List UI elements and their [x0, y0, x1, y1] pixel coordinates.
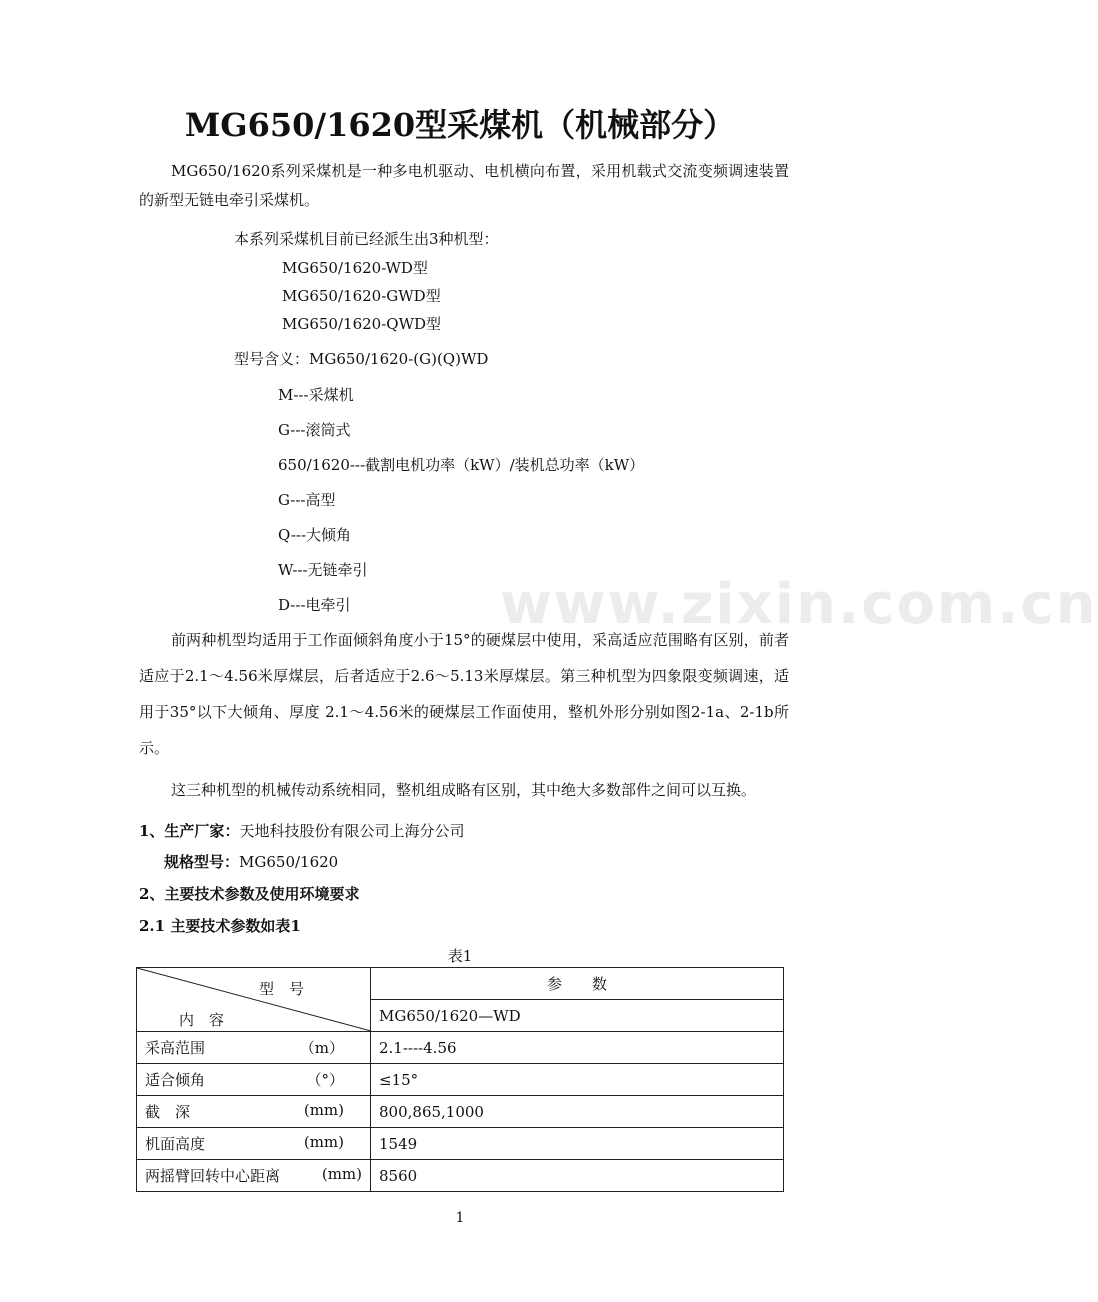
spec-model-line: [164, 852, 338, 872]
meaning-item: G---高型: [278, 491, 336, 509]
row-label: 适合倾角: [145, 1071, 206, 1089]
page-number: 1: [455, 1210, 465, 1226]
table-header-row: [137, 968, 784, 1000]
meaning-item: M---采煤机: [278, 386, 354, 404]
row-label: 截 深: [145, 1103, 191, 1121]
model-item: MG650/1620-QWD型: [282, 315, 442, 333]
intro-paragraph: MG650/1620系列采煤机是一种多电机驱动、电机横向布置，采用机载式交流变频调速装置的新型无链电牵引采煤机。: [139, 162, 789, 209]
watermark: www.zixin.com.cn: [500, 572, 1098, 637]
row-label-cell: [137, 1128, 371, 1160]
row-unit: (mm): [321, 1165, 362, 1183]
table-row: [137, 1064, 784, 1096]
table-row: [137, 1096, 784, 1128]
diagonal-line: [137, 968, 371, 1031]
row-unit: (mm): [303, 1101, 344, 1119]
model-item: MG650/1620-GWD型: [282, 287, 441, 305]
table-row: [137, 1032, 784, 1064]
row-label-cell: [137, 1064, 371, 1096]
row-label-cell: [137, 1096, 371, 1128]
row-label: 两摇臂回转中心距离: [145, 1167, 281, 1185]
row-label-cell: [137, 1032, 371, 1064]
meaning-item: W---无链牵引: [278, 561, 368, 579]
section-2-1-heading: 2.1 主要技术参数如表1: [139, 917, 301, 935]
manufacturer-line: [139, 821, 464, 841]
meaning-item: 650/1620---截割电机功率（kW）/装机总功率（kW）: [278, 456, 645, 474]
row-value: 8560: [371, 1160, 784, 1192]
row-label-cell: [137, 1160, 371, 1192]
meaning-item: D---电牵引: [278, 596, 351, 614]
row-unit: (mm): [303, 1133, 344, 1151]
model-item: MG650/1620-WD型: [282, 259, 428, 277]
row-value: ≤15°: [371, 1064, 784, 1096]
section-2-heading: 2、主要技术参数及使用环境要求: [139, 885, 360, 903]
table-row: [137, 1160, 784, 1192]
interchange-paragraph: 这三种机型的机械传动系统相同，整机组成略有区别，其中绝大多数部件之间可以互换。: [171, 781, 757, 799]
model-meaning-label: 型号含义：MG650/1620-(G)(Q)WD: [234, 350, 489, 368]
scope-paragraph: 前两种机型均适用于工作面倾斜角度小于15°的硬煤层中使用，采高适应范围略有区别，前者适应于2.1～4.56米厚煤层，后者适应于2.6～5.13米厚煤层。第三种机型为四象限变频调速，适用于35°以下大倾角、厚度 2.1～4.56米的硬煤层工作面使用，整机外形分别如图2-1a、2-1b所示。: [139, 631, 789, 757]
spec-model-value: MG650/1620: [239, 853, 339, 871]
row-unit: （°）: [306, 1071, 344, 1089]
manufacturer-value: 天地科技股份有限公司上海分公司: [239, 822, 465, 840]
row-value: 800,865,1000: [371, 1096, 784, 1128]
header-model-value: MG650/1620—WD: [371, 1000, 784, 1032]
row-label: 采高范围: [145, 1039, 206, 1057]
spec-table: [136, 967, 784, 1192]
row-value: 1549: [371, 1128, 784, 1160]
spec-model-label: 规格型号：: [164, 853, 240, 871]
table-caption: 表1: [447, 947, 473, 965]
table-row: [137, 1128, 784, 1160]
derived-intro: 本系列采煤机目前已经派生出3种机型：: [234, 230, 499, 248]
meaning-item: Q---大倾角: [278, 526, 352, 544]
row-unit: （m）: [299, 1039, 344, 1057]
diagonal-header-cell: [137, 968, 371, 1032]
header-model: 型 号: [259, 980, 305, 998]
header-content: 内 容: [179, 1011, 225, 1029]
header-params: 参 数: [371, 968, 784, 1000]
row-value: 2.1----4.56: [371, 1032, 784, 1064]
manufacturer-label: 1、生产厂家：: [139, 822, 240, 840]
document-title: MG650/1620型采煤机（机械部分）: [184, 106, 736, 144]
meaning-item: G---滚筒式: [278, 421, 351, 439]
row-label: 机面高度: [145, 1135, 206, 1153]
